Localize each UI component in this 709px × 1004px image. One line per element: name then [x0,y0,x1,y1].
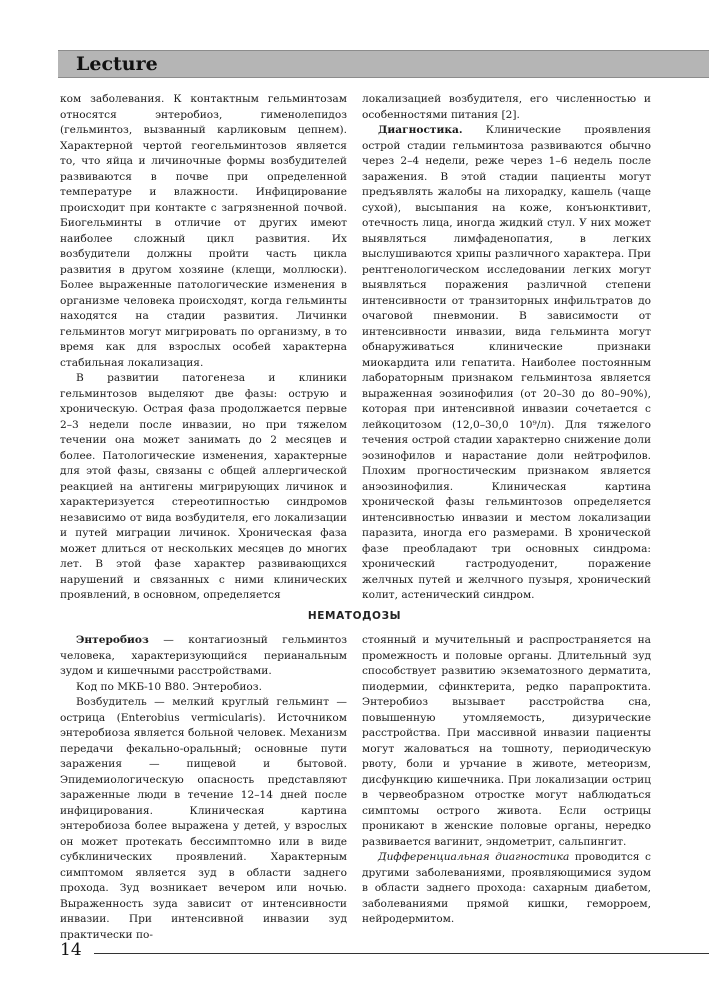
diagnostics-text: Клинические проявления острой стадии гельминтоза развиваются обычно через 2–4 недели, реже через 1–6 недель после заражения. В этой стадии пациенты могут предъявлять жалобы на лихорадку, кашель (чаще сухой), высыпания на коже, конъюнктивит, отечность лица, иногда жидкий стул. У них может выявляться лимфаденопатия, в легких выслушиваются хрипы различного характера. При рентгенологическом исследовании легких могут выявляться поражения различной степени интенсивности от транзиторных инфильтратов до очаговой пневмонии. В зависимости от интенсивности инвазии, вида гельминта могут обнаруживаться клинические признаки миокардита или гепатита. Наиболее постоянным лабораторным признаком гельминтоза является выраженная эозинофилия (от 20–30 до 80–90%), которая при интенсивной инвазии сочетается с лейкоцитозом (12,0–30,0 10⁹/л). Для тяжелого течения острой стадии характерно снижение доли эозинофилов и нарастание доли нейтрофилов. Плохим прогностическим признаком является анэозинофилия. Клиническая картина хронической фазы гельминтозов определяется интенсивностью инвазии и местом локализации паразита, иногда его размерами. В хронической фазе преобладают три основных синдрома: хронический гастродуоденит, поражение желчных путей и желчного пузыря, хронический колит, астенический синдром. [362,124,651,601]
bottom-left-column [60,633,347,943]
paragraph: Возбудитель — мелкий круглый гельминт — острица (Enterobius vermicularis). Источником энтеробиоза является больной человек. Механизм передачи фекально-оральный; основные пути заражения — пищевой и бытовой. Эпидемиологическую опасность представляют зараженные люди в течение 12–14 дней после инфицирования. Клиническая картина энтеробиоза более выражена у детей, у взрослых он может протекать бессимптомно или в виде субклинических проявлений. Характерным симптомом является зуд в области заднего прохода. Зуд возникает вечером или ночью. Выраженность зуда зависит от интенсивности инвазии. При интенсивной инвазии зуд практически по- [60,696,347,941]
top-right-column [362,92,651,604]
bottom-right-column [362,633,651,928]
enterobiosis-definition: — контагиозный гельминтоз человека, характеризующийся перианальным зудом и кишечными расстройствами. [60,634,347,677]
paragraph: ком заболевания. К контактным гельминтозам относятся энтеробиоз, гименолепидоз (гельминтоз, вызванный карликовым цепнем). Характерной чертой геогельминтозов является то, что яйца и личиночные формы возбудителей развиваются в почве при определенной температуре и влажности. Инфицирование происходит при контакте с загрязненной почвой. Биогельминты в отличие от других имеют наиболее сложный цикл развития. Их возбудители должны пройти часть цикла развития в другом хозяине (клещи, моллюски). Более выраженные патологические изменения в организме человека происходят, когда гельминты находятся на стадии развития. Личинки гельминтов могут мигрировать по организму, в то время как для взрослых особей характерна стабильная локализация. [60,93,347,369]
differential-diagnosis-lead: Дифференциальная диагностика [378,851,570,863]
page-number: 14 [60,940,82,960]
paragraph [362,850,651,928]
page-header-title: Lecture [76,53,158,75]
enterobiosis-lead: Энтеробиоз [76,634,149,646]
paragraph [60,633,347,680]
diagnostics-lead: Диагностика. [378,124,463,136]
paragraph [362,123,651,604]
paragraph: локализацией возбудителя, его численностью и особенностями питания [2]. [362,93,651,121]
top-left-column [60,92,347,604]
section-heading: НЕМАТОДОЗЫ [307,610,402,622]
paragraph: стоянный и мучительный и распространяется на промежность и половые органы. Длительный зуд способствует развитию экзематозного дерматита, пиодермии, сфинктерита, редко парапроктита. Энтеробиоз вызывает расстройства сна, повышенную утомляемость, дизурические расстройства. При массивной инвазии пациенты могут жаловаться на тошноту, периодическую рвоту, боли и урчание в животе, метеоризм, дисфункцию кишечника. При локализации остриц в червеобразном отростке могут наблюдаться симптомы острого живота. Если острицы проникают в женские половые органы, нередко развивается вагинит, эндометрит, сальпингит. [362,634,651,848]
paragraph: Код по МКБ-10 B80. Энтеробиоз. [76,680,262,693]
differential-diagnosis-text: проводится с другими заболеваниями, проявляющимися зудом в области заднего прохода: сахарным диабетом, заболеваниями прямой кишки, геморроем, нейродермитом. [362,851,651,925]
paragraph: В развитии патогенеза и клиники гельминтозов выделяют две фазы: острую и хроническую. Острая фаза продолжается первые 2–3 недели после инвазии, но при тяжелом течении она может занимать до 2 месяцев и более. Патологические изменения, характерные для этой фазы, связаны с общей аллергической реакцией на антигены мигрирующих личинок и характеризуется стереотипностью синдромов независимо от вида возбудителя, его локализации и путей миграции личинок. Хроническая фаза может длиться от нескольких месяцев до многих лет. В этой фазе характер развивающихся нарушений и связанных с ними клинических проявлений, в основном, определяется [60,372,347,601]
footer-rule [94,953,709,954]
